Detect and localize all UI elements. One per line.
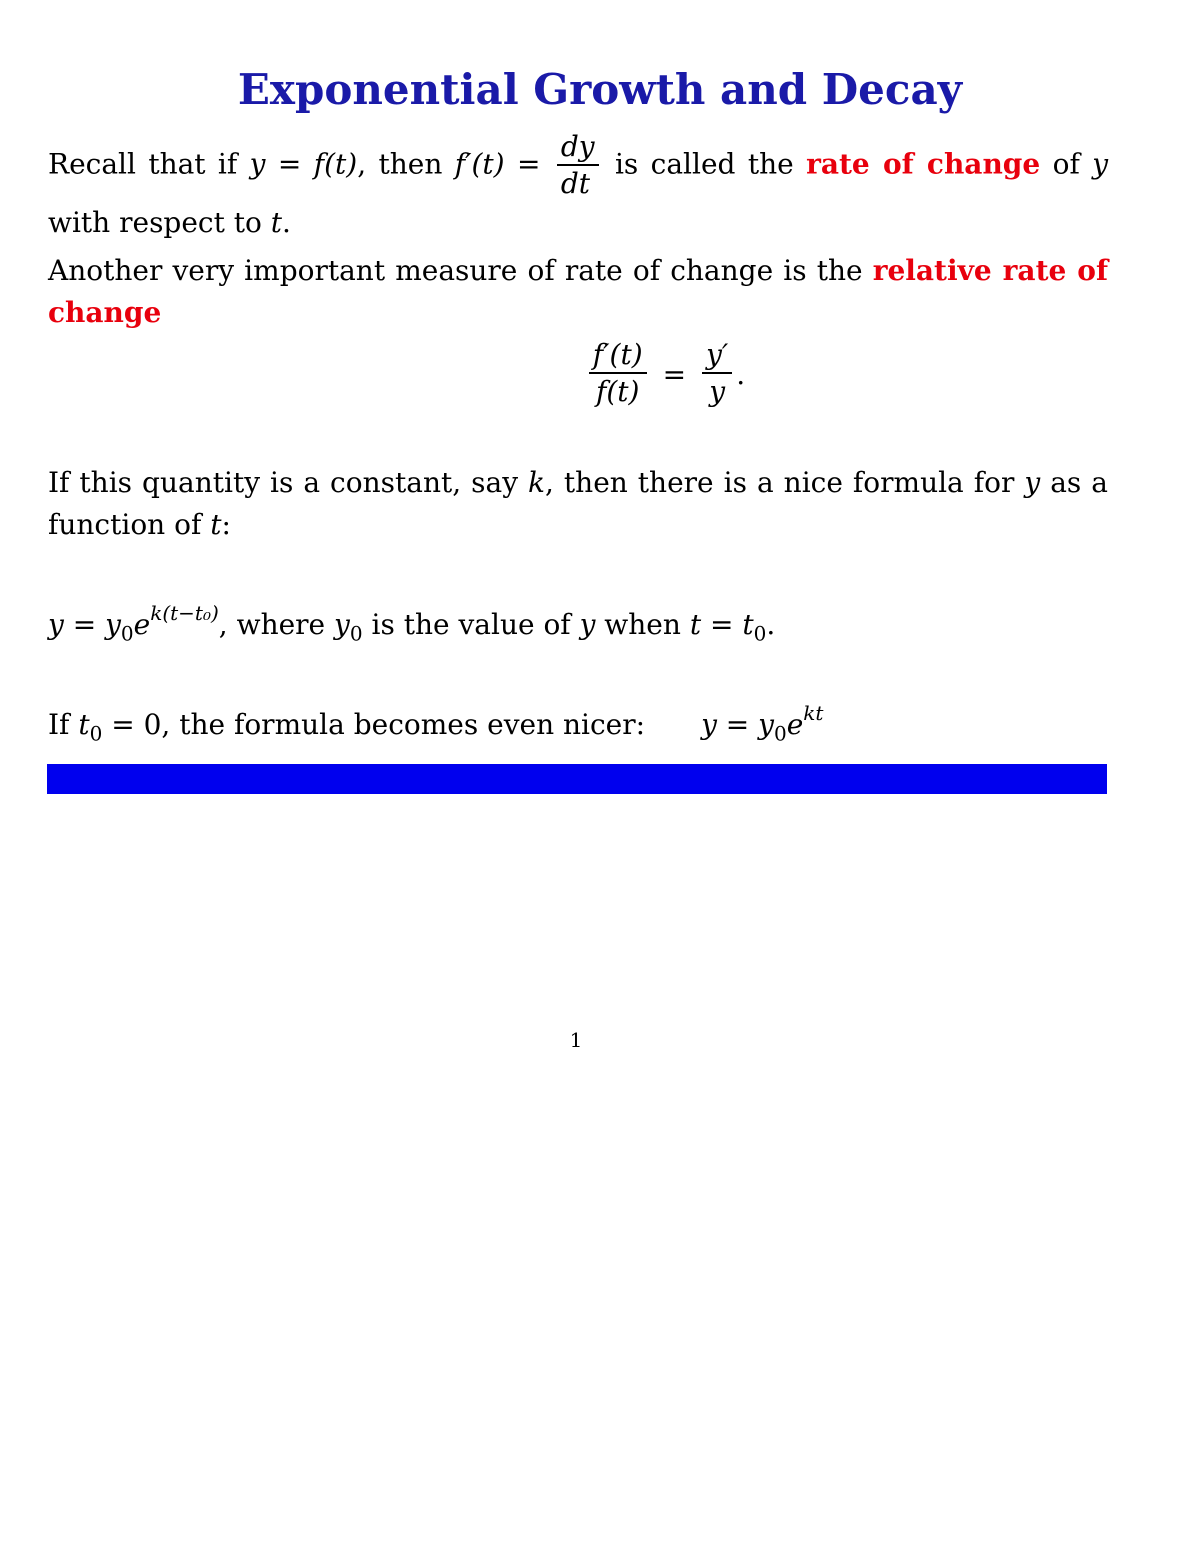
fraction-y-prime-over-y <box>702 338 732 410</box>
text: as a function of <box>48 466 1108 541</box>
math-equals: = <box>516 147 541 181</box>
math-y: y <box>334 608 350 641</box>
math-t-equals-t0: t = t <box>689 608 754 641</box>
math-subscript: 0 <box>753 621 767 646</box>
separator-bar <box>47 764 1107 794</box>
text: , where <box>218 608 335 641</box>
fraction-f-prime-over-f <box>589 338 647 410</box>
text: is called the <box>602 147 807 181</box>
math-equals: = <box>662 357 687 391</box>
text: with respect to <box>48 206 271 239</box>
fraction-dy-dt <box>557 130 599 202</box>
math-subscript: 0 <box>773 721 787 746</box>
emphasis-relative-rate-of-change: relative rate of change <box>48 254 1109 329</box>
text: . <box>282 206 291 239</box>
math-formula-lhs: y = y <box>701 708 774 741</box>
math-y: y <box>579 608 596 641</box>
text: when <box>595 608 690 641</box>
page-number: 1 <box>569 1028 583 1052</box>
text: Recall that if <box>48 147 250 181</box>
math-f-prime-of-t: f′(t) <box>454 147 505 181</box>
text: , then <box>357 147 455 181</box>
fraction-denominator: dt <box>560 167 591 200</box>
text: . <box>766 608 776 641</box>
text: If this quantity is a constant, say <box>48 466 529 499</box>
math-e: e <box>786 708 804 741</box>
fraction-numerator: f′(t) <box>589 338 647 374</box>
math-y: y <box>1024 466 1041 499</box>
paragraph-rate-of-change <box>48 130 1108 244</box>
text: of <box>1040 147 1093 181</box>
paragraph-general-formula <box>48 600 1108 646</box>
math-y: y <box>249 147 266 181</box>
math-k: k <box>528 466 545 499</box>
math-t: t <box>210 508 222 541</box>
math-e: e <box>133 608 151 641</box>
text: If <box>48 708 79 741</box>
math-formula-lhs: y = y <box>48 608 121 641</box>
display-equation <box>0 338 1200 410</box>
math-exponent: kt <box>803 700 824 725</box>
math-y: y <box>1092 147 1109 181</box>
math-t: t <box>270 206 283 239</box>
fraction-numerator: y′ <box>702 338 732 374</box>
paragraph-constant <box>48 462 1108 546</box>
text: , then there is a nice formula for <box>545 466 1025 499</box>
text: = 0, the formula becomes even nicer: <box>102 708 646 741</box>
text: : <box>221 508 231 541</box>
fraction-denominator: f(t) <box>595 375 640 408</box>
text: Another very important measure of rate of change is the <box>48 254 873 287</box>
paragraph-relative-rate <box>48 250 1108 334</box>
math-subscript: 0 <box>349 621 363 646</box>
math-subscript: 0 <box>120 621 134 646</box>
paragraph-simplified-formula <box>48 700 1108 746</box>
page-title: Exponential Growth and Decay <box>237 65 963 114</box>
math-f-of-t: f(t) <box>313 147 358 181</box>
fraction-denominator: y <box>709 375 726 408</box>
math-period: . <box>736 357 746 391</box>
math-subscript: 0 <box>89 721 103 746</box>
math-t: t <box>78 708 90 741</box>
emphasis-rate-of-change: rate of change <box>806 147 1041 181</box>
math-exponent: k(t−t₀) <box>150 600 219 625</box>
math-equals: = <box>277 147 302 181</box>
fraction-numerator: dy <box>557 130 599 166</box>
text: is the value of <box>362 608 580 641</box>
